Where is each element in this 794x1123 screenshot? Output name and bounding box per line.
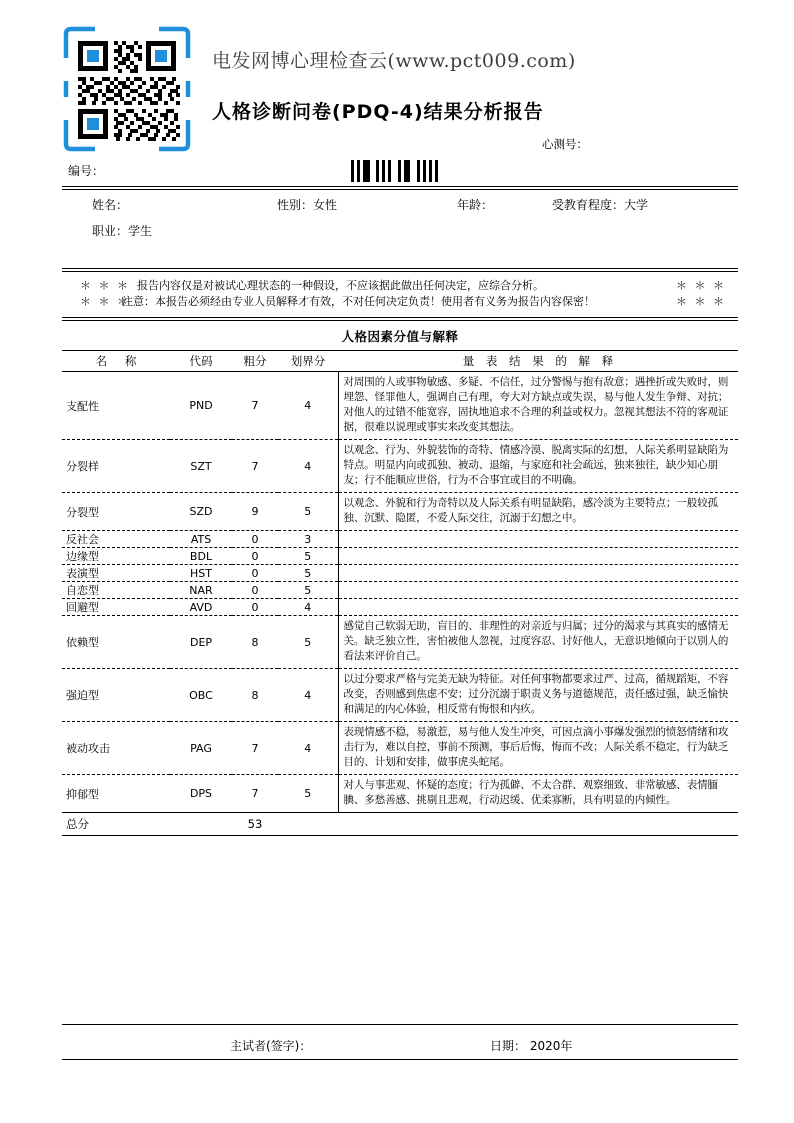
age-label: 年龄： — [457, 198, 494, 212]
factor-code: OBC — [170, 669, 232, 722]
table-row — [62, 722, 738, 775]
factor-explanation — [338, 582, 738, 599]
qr-code-icon — [62, 24, 192, 154]
factor-code: AVD — [170, 599, 232, 616]
total-row — [62, 813, 738, 836]
factor-code: DEP — [170, 616, 232, 669]
factor-name: 强迫型 — [62, 669, 170, 722]
psych-id-row — [62, 136, 738, 158]
factor-explanation: 感觉自己软弱无助，盲目的、非理性的对亲近与归属；过分的渴求与其真实的感情无关。缺乏独立性，害怕被他人忽视，过度容忍、讨好他人，无意识地倾向于以别人的看法来评价自己。 — [338, 616, 738, 669]
factor-explanation — [338, 565, 738, 582]
factor-explanation: 以观念、行为、外貌装饰的奇特、情感冷漠、脱离实际的幻想，人际关系明显缺陷为特点。明显内向或孤独、被动、退缩，与家庭和社会疏远，独来独往，缺少知心朋友；行不能顺应世俗，行为不合事宜或目的不明确。 — [338, 440, 738, 493]
site-line: 电发网博心理检查云(www.pct009.com) — [212, 50, 576, 72]
total-label: 总分 — [62, 813, 170, 836]
factor-cutoff: 4 — [278, 722, 338, 775]
factor-raw-score: 7 — [232, 440, 278, 493]
column-header-raw: 粗分 — [232, 351, 278, 372]
factor-code: BDL — [170, 548, 232, 565]
table-row — [62, 616, 738, 669]
date-label: 日期： 2020年 — [490, 1039, 573, 1053]
factor-cutoff: 5 — [278, 565, 338, 582]
factor-name: 表演型 — [62, 565, 170, 582]
factor-code: NAR — [170, 582, 232, 599]
factor-cutoff: 4 — [278, 372, 338, 440]
report-footer — [62, 1024, 738, 1060]
factor-name: 边缘型 — [62, 548, 170, 565]
table-title: 人格因素分值与解释 — [341, 329, 459, 344]
total-value: 53 — [232, 813, 278, 836]
education-value: 受教育程度：大学 — [552, 198, 649, 212]
personality-factor-table — [62, 350, 738, 836]
disclaimer-block — [62, 268, 738, 321]
factor-raw-score: 7 — [232, 775, 278, 813]
factor-code: SZD — [170, 493, 232, 531]
stars-right-1: ＊ ＊ ＊ — [676, 279, 726, 292]
factor-code: ATS — [170, 531, 232, 548]
table-row — [62, 548, 738, 565]
report-header — [62, 0, 738, 136]
factor-raw-score: 9 — [232, 493, 278, 531]
table-row — [62, 531, 738, 548]
examiner-signature-label: 主试者(签字)： — [230, 1039, 312, 1053]
factor-explanation: 以观念、外貌和行为奇特以及人际关系有明显缺陷，感冷淡为主要特点；一般较孤独、沉默、隐匿，不爱人际交往，沉溺于幻想之中。 — [338, 493, 738, 531]
factor-raw-score: 0 — [232, 599, 278, 616]
factor-explanation: 以过分要求严格与完美无缺为特征。对任何事物都要求过严、过高，循规蹈矩，不容改变，否则感到焦虑不安；过分沉溺于职责义务与道德规范，责任感过强，缺乏愉快和满足的内心体验，相反常有悔恨和内疚。 — [338, 669, 738, 722]
table-row — [62, 440, 738, 493]
factor-raw-score: 8 — [232, 669, 278, 722]
factor-code: DPS — [170, 775, 232, 813]
factor-cutoff: 5 — [278, 775, 338, 813]
factor-name: 自恋型 — [62, 582, 170, 599]
report-page — [62, 0, 738, 836]
barcode-icon — [351, 160, 451, 186]
table-row — [62, 775, 738, 813]
column-header-name: 名 称 — [62, 351, 170, 372]
serial-row — [62, 158, 738, 186]
factor-explanation: 对周围的人或事物敏感、多疑、不信任，过分警惕与抱有敌意；遇挫折或失败时，则埋怨、怪罪他人，强调自己有理，夸大对方缺点或失误，易与他人发生争辩、对抗；对他人的过错不能宽容，固执地追求不合理的利益或权力。忽视其想法不符的客观证据，很难以说理或事实来改变其想法。 — [338, 372, 738, 440]
total-cutoff-spacer — [278, 813, 338, 836]
footer-divider-bottom — [62, 1059, 738, 1060]
sex-value: 性别：女性 — [277, 198, 338, 212]
header-text-block — [192, 24, 738, 124]
factor-name: 被动攻击 — [62, 722, 170, 775]
table-body — [62, 372, 738, 836]
factor-cutoff: 5 — [278, 493, 338, 531]
factor-code: HST — [170, 565, 232, 582]
factor-name: 抑郁型 — [62, 775, 170, 813]
factor-raw-score: 0 — [232, 565, 278, 582]
person-row-primary — [62, 190, 738, 216]
factor-cutoff: 5 — [278, 582, 338, 599]
table-row — [62, 493, 738, 531]
name-label: 姓名： — [92, 198, 129, 212]
factor-raw-score: 0 — [232, 582, 278, 599]
factor-explanation — [338, 599, 738, 616]
table-row — [62, 669, 738, 722]
column-header-code: 代码 — [170, 351, 232, 372]
disclaimer-text-2: 注意：本报告必须经由专业人员解释才有效，不对任何决定负责！使用者有义务为报告内容保密！ — [122, 295, 595, 308]
disclaimer-line-1 — [62, 278, 738, 294]
factor-cutoff: 4 — [278, 599, 338, 616]
factor-code: SZT — [170, 440, 232, 493]
factor-explanation: 对人与事悲观、怀疑的态度；行为孤僻、不太合群、观察细致、非常敏感、表情腼腆、多愁善感、挑剔且悲观，行动迟缓、优柔寡断，具有明显的内倾性。 — [338, 775, 738, 813]
serial-label: 编号： — [68, 164, 105, 178]
total-code-spacer — [170, 813, 232, 836]
table-row — [62, 372, 738, 440]
total-explanation-spacer — [338, 813, 738, 836]
factor-raw-score: 8 — [232, 616, 278, 669]
disclaimer-text-1: 报告内容仅是对被试心理状态的一种假设，不应该据此做出任何决定，应综合分析。 — [137, 279, 544, 292]
factor-raw-score: 7 — [232, 722, 278, 775]
factor-name: 支配性 — [62, 372, 170, 440]
table-row — [62, 582, 738, 599]
factor-explanation: 表现情感不稳，易激惹，易与他人发生冲突，可因点滴小事爆发强烈的愤怒情绪和攻击行为，难以自控，事前不预测，事后后悔，悔而不改；人际关系不稳定，行为缺乏目的、计划和安排，做事虎头蛇尾。 — [338, 722, 738, 775]
person-row-secondary — [62, 216, 738, 242]
factor-cutoff: 5 — [278, 548, 338, 565]
table-row — [62, 565, 738, 582]
stars-left-2: ＊ ＊ ＊ — [80, 295, 130, 308]
table-row — [62, 599, 738, 616]
factor-cutoff: 4 — [278, 669, 338, 722]
factor-explanation — [338, 548, 738, 565]
factor-name: 回避型 — [62, 599, 170, 616]
factor-code: PND — [170, 372, 232, 440]
factor-code: PAG — [170, 722, 232, 775]
factor-name: 分裂样 — [62, 440, 170, 493]
factor-raw-score: 0 — [232, 531, 278, 548]
stars-left-1: ＊ ＊ ＊ — [80, 279, 130, 292]
stars-right-2: ＊ ＊ ＊ — [676, 295, 726, 308]
factor-cutoff: 4 — [278, 440, 338, 493]
footer-fields — [62, 1025, 738, 1059]
factor-raw-score: 7 — [232, 372, 278, 440]
occupation-value: 职业：学生 — [92, 224, 153, 238]
page-title: 人格诊断问卷(PDQ-4)结果分析报告 — [212, 101, 544, 123]
psych-id-label: 心测号： — [542, 137, 588, 151]
column-header-cutoff: 划界分 — [278, 351, 338, 372]
factor-name: 依赖型 — [62, 616, 170, 669]
column-header-explanation: 量 表 结 果 的 解 释 — [338, 351, 738, 372]
factor-explanation — [338, 531, 738, 548]
table-header-row — [62, 351, 738, 372]
factor-cutoff: 5 — [278, 616, 338, 669]
factor-name: 反社会 — [62, 531, 170, 548]
factor-name: 分裂型 — [62, 493, 170, 531]
factor-raw-score: 0 — [232, 548, 278, 565]
disclaimer-line-2 — [62, 294, 738, 310]
factor-cutoff: 3 — [278, 531, 338, 548]
